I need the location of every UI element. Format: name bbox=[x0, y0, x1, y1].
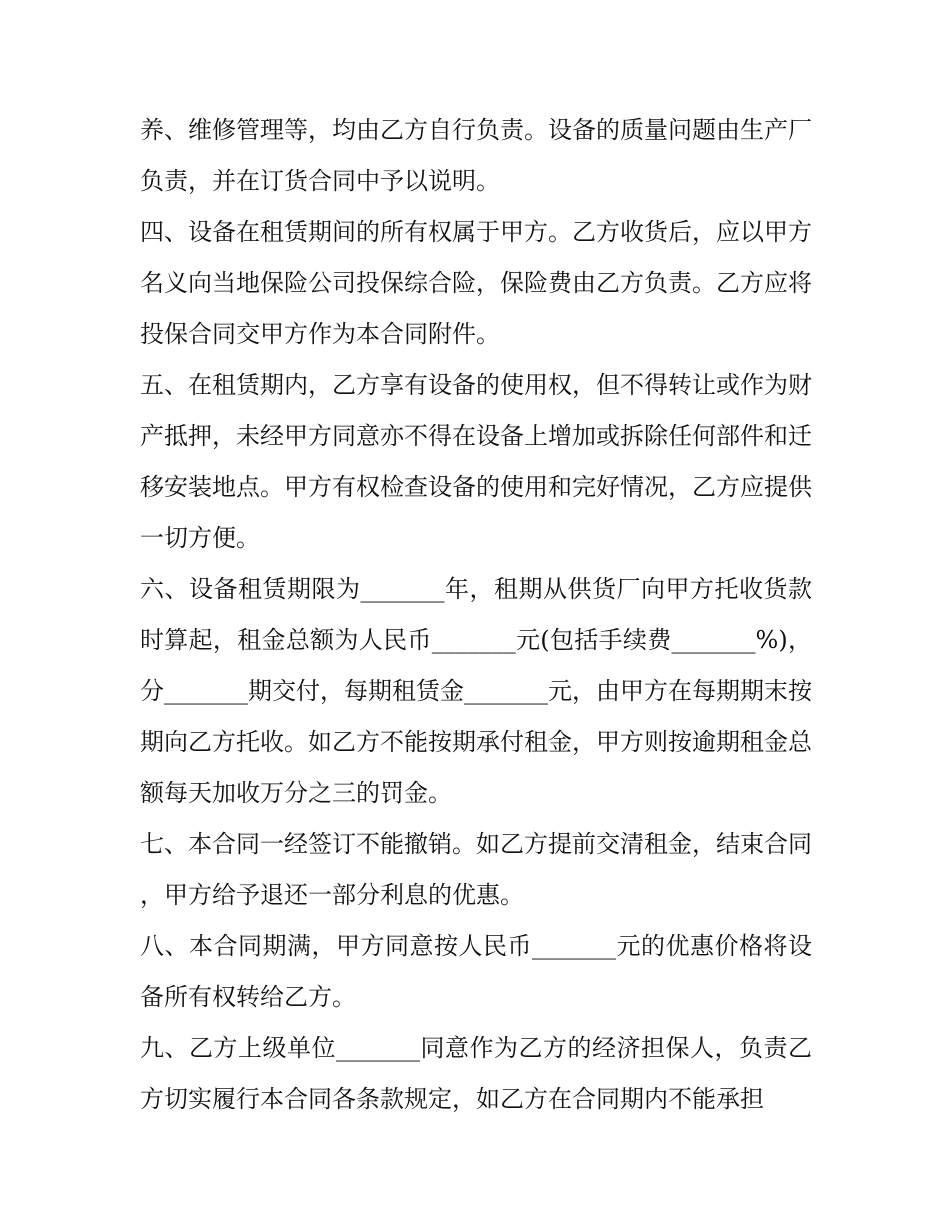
document-page bbox=[140, 105, 812, 1125]
paragraph-clause-5: 五、在租赁期内，乙方享有设备的使用权，但不得转让或作为财产抵押，未经甲方同意亦不得在设备上增加或拆除任何部件和迁移安装地点。甲方有权检查设备的使用和完好情况，乙方应提供一切方便。 bbox=[140, 371, 812, 552]
paragraph-maintenance: 养、维修管理等，均由乙方自行负责。设备的质量问题由生产厂负责，并在订货合同中予以说明。 bbox=[140, 116, 812, 195]
paragraph-clause-7: 七、本合同一经签订不能撤销。如乙方提前交清租金，结束合同，甲方给予退还一部分利息的优惠。 bbox=[140, 830, 812, 909]
paragraph-clause-8: 八、本合同期满，甲方同意按人民币_______元的优惠价格将设备所有权转给乙方。 bbox=[140, 932, 812, 1011]
paragraph-clause-9: 九、乙方上级单位_______同意作为乙方的经济担保人，负责乙方切实履行本合同各条款规定，如乙方在合同期内不能承担 bbox=[140, 1034, 812, 1113]
paragraph-clause-6: 六、设备租赁期限为_______年，租期从供货厂向甲方托收货款时算起，租金总额为人民币_______元(包括手续费_______%)，分_______期交付，每期租赁金_______元，由甲方在每期期末按期向乙方托收。如乙方不能按期承付租金，甲方则按逾期租金总额每天加收万分之三的罚金。 bbox=[140, 575, 812, 807]
paragraph-clause-4: 四、设备在租赁期间的所有权属于甲方。乙方收货后，应以甲方名义向当地保险公司投保综合险，保险费由乙方负责。乙方应将投保合同交甲方作为本合同附件。 bbox=[140, 218, 812, 348]
